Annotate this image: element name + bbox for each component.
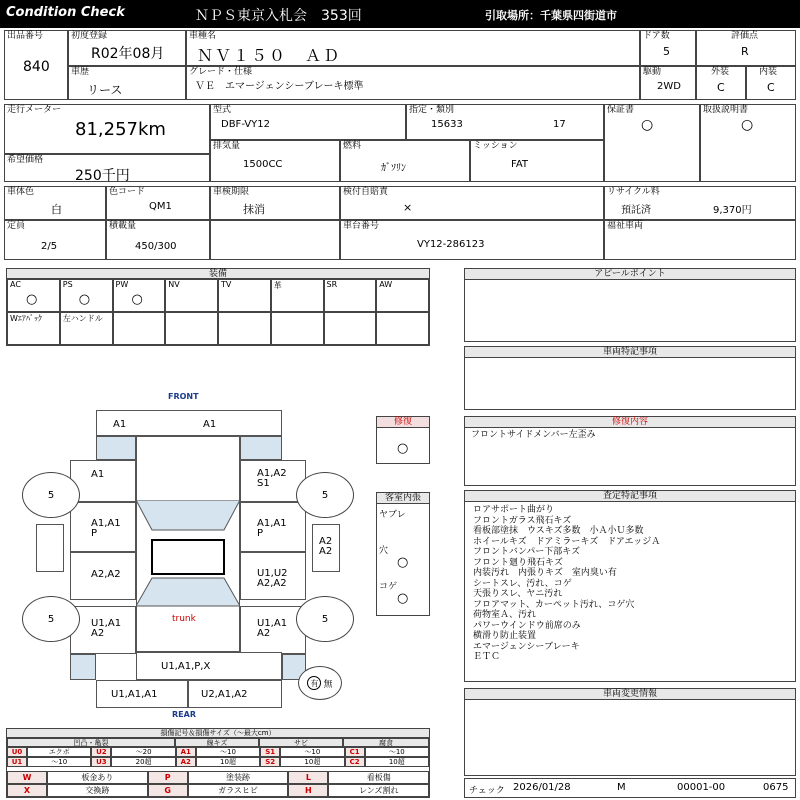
recycle-fee: 9,370円 — [713, 205, 752, 216]
spec-no: 15633 — [431, 119, 463, 130]
tire-fl-depth: 5 — [47, 489, 55, 501]
insurance: × — [403, 201, 413, 214]
fuel: ｶﾞｿﾘﾝ — [381, 163, 406, 174]
mission-box — [470, 140, 604, 182]
repair-mark: ○ — [397, 441, 409, 456]
legend-code: U1 — [7, 757, 27, 767]
condition-check-title: Condition Check — [6, 5, 125, 20]
legend-code: U0 — [7, 747, 27, 757]
legend-code: U2 — [91, 747, 111, 757]
door-rl-code: A2,A2 — [91, 569, 121, 580]
score-box — [696, 30, 796, 66]
mission-label: ミッション — [473, 141, 518, 151]
spec-box — [406, 104, 604, 140]
door-fr — [240, 502, 306, 552]
note-line: 横滑り防止装置 — [473, 631, 537, 641]
exterior-label: 外装 — [711, 67, 730, 77]
legend-size: 10超 — [280, 757, 344, 767]
quarter-rr-code: U1,A1 A2 — [257, 618, 288, 639]
mirror-right-code: A2 A2 — [319, 536, 333, 557]
rear-gate — [136, 652, 282, 680]
grade-label: グレード・仕様 — [189, 67, 253, 77]
insurance-box — [340, 186, 604, 220]
capacity-box — [4, 220, 106, 260]
manual-label: 取扱説明書 — [703, 105, 749, 115]
special-box — [464, 346, 796, 410]
footer-code: 00001-00 — [677, 782, 726, 793]
legend-mark-code: X — [7, 784, 47, 797]
rear-label: REAR — [172, 710, 196, 719]
legend-mark-desc: 塗装跡 — [188, 771, 289, 784]
note-line: パワーウインドウ前席のみ — [473, 620, 581, 631]
color: 白 — [51, 203, 62, 216]
equip-mark-1: ○ — [78, 292, 91, 307]
interior: C — [767, 81, 775, 94]
legend-size: ～20 — [111, 747, 175, 757]
equip-mark-2: ○ — [131, 292, 143, 307]
equip-label-1: PS — [62, 280, 73, 289]
special-title: 車両特記事項 — [465, 347, 795, 358]
quarter-rl — [70, 606, 136, 654]
door-fl — [70, 502, 136, 552]
chassis-box — [340, 220, 604, 260]
equipment-title: 装備 — [7, 269, 429, 279]
legend-mark-desc: 板金あり — [47, 771, 148, 784]
footer-num: 0675 — [763, 782, 789, 793]
note-line: 看板部塗抹 ウスキズ多数 小Ａ小Ｕ多数 — [473, 526, 644, 536]
warranty: ○ — [641, 117, 654, 133]
equip-label-3: NV — [168, 280, 180, 289]
spare-wheel-none: 無 — [323, 679, 333, 690]
legend-code: A1 — [176, 747, 196, 757]
legend-cat: 腐食 — [343, 738, 429, 747]
mirror-left — [36, 524, 64, 572]
capacity: 2/5 — [41, 241, 58, 252]
spec-label: 指定・類別 — [409, 105, 455, 115]
welfare-label: 福祉車両 — [607, 221, 644, 231]
note-line: フロントバンパー下部キズ — [473, 547, 581, 557]
door-fr-code: A1,A1 P — [257, 518, 287, 539]
bumper-rr — [188, 680, 282, 708]
equip-cell-0 — [7, 279, 60, 312]
bumper-rl — [96, 680, 188, 708]
legend-size: エクボ — [27, 747, 91, 757]
repair-box — [376, 416, 430, 464]
equip-cell-3 — [165, 279, 218, 312]
price-box — [4, 154, 210, 182]
legend-code: C2 — [345, 757, 365, 767]
price: 250千円 — [75, 168, 130, 184]
cabin-label-2: 穴 — [379, 546, 389, 556]
exhibit-no-box — [4, 30, 68, 100]
appeal-box — [464, 268, 796, 342]
mileage-box — [4, 104, 210, 154]
door-rl — [70, 552, 136, 600]
equip-cell-6 — [324, 279, 377, 312]
checker: M — [617, 782, 626, 793]
legend-title: 損傷記号＆損傷サイズ（～最大cm） — [7, 729, 429, 738]
displacement-label: 排気量 — [213, 141, 241, 151]
front-label: FRONT — [168, 392, 199, 401]
note-line: ホイールキズ ドアミラーキズ ドアエッジＡ — [473, 536, 661, 547]
equip-cell-4 — [218, 279, 271, 312]
mission: FAT — [511, 159, 529, 170]
rear-corner-left — [70, 654, 96, 680]
history: リース — [87, 83, 123, 97]
note-line: 荷物室Ａ、汚れ — [473, 610, 537, 620]
equip-cell-1 — [60, 279, 113, 312]
equip-cell-5 — [271, 279, 324, 312]
mileage-label: 走行メーター — [7, 105, 62, 115]
note-line: エマージェンシーブレーキ — [473, 641, 580, 652]
mileage: 81,257km — [75, 119, 166, 140]
recycle-status: 預託済 — [621, 205, 651, 216]
equip-label-2: PW — [115, 280, 129, 289]
front-corner-right — [240, 436, 282, 460]
check-label: チェック — [469, 786, 505, 796]
equip2-cell-7 — [376, 312, 429, 345]
exterior-box — [696, 66, 746, 100]
note-line: 天張りスレ、ヤニ汚れ — [473, 589, 563, 599]
load-label: 積載量 — [109, 221, 137, 231]
chassis-label: 車台番号 — [343, 221, 380, 231]
legend-code: C1 — [345, 747, 365, 757]
mirror-right — [312, 524, 340, 572]
capacity-label: 定員 — [7, 221, 26, 231]
note-line: 内装汚れ 内張りキズ 室内臭い有 — [473, 568, 617, 578]
equip2-cell-4 — [218, 312, 271, 345]
color-label: 車体色 — [7, 187, 35, 197]
bumper-rr-code: U2,A1,A2 — [201, 689, 248, 700]
cabin-glass-svg — [136, 500, 240, 610]
cabin-box — [376, 492, 430, 616]
quarter-rl-code: U1,A1 A2 — [91, 618, 122, 639]
repair-detail-text: フロントサイドメンバー左歪み — [471, 430, 596, 440]
doors: 5 — [663, 45, 670, 58]
load: 450/300 — [135, 241, 177, 252]
type: DBF-VY12 — [221, 119, 271, 130]
warranty-label: 保証書 — [607, 105, 635, 115]
legend-size: 10超 — [196, 757, 260, 767]
chassis: VY12-286123 — [417, 239, 485, 250]
footer-bar — [464, 778, 796, 798]
equip2-cell-5 — [271, 312, 324, 345]
appeal-title: アピールポイント — [465, 269, 795, 280]
legend-size: 10超 — [365, 757, 429, 767]
note-line: シートスレ、汚れ、コゲ — [473, 578, 572, 589]
equip-cell-7 — [376, 279, 429, 312]
note-line: ＥＴＣ — [473, 652, 501, 662]
equip2-cell-2 — [113, 312, 166, 345]
fender-fr-code: A1,A2 S1 — [257, 468, 287, 489]
equip-cell-2 — [113, 279, 166, 312]
warranty-box — [604, 104, 700, 182]
rear-gate-code: U1,A1,P,X — [161, 661, 211, 672]
bumper-rl-code: U1,A1,A1 — [111, 689, 158, 700]
displacement-box — [210, 140, 340, 182]
note-line: ロアサポート曲がり — [473, 505, 555, 515]
legend-table — [6, 728, 430, 798]
legend-code: A2 — [176, 757, 196, 767]
first-reg: R02年08月 — [91, 46, 165, 62]
equip-label-7: AW — [379, 280, 393, 289]
legend-size: 20超 — [111, 757, 175, 767]
equip2-cell-0 — [7, 312, 60, 345]
rear-window — [136, 578, 240, 606]
repair-title: 修復 — [377, 417, 429, 428]
legend-code: S1 — [260, 747, 280, 757]
exhibit-no-label: 出品番号 — [7, 31, 44, 41]
type-label: 型式 — [213, 105, 232, 115]
tire-fr — [296, 472, 354, 518]
displacement: 1500CC — [243, 159, 283, 170]
inspection-box — [210, 186, 340, 220]
legend-cat: 凹凸・亀裂 — [7, 738, 175, 747]
price-label: 希望価格 — [7, 155, 44, 165]
tire-fr-depth: 5 — [321, 489, 329, 501]
drive-label: 駆動 — [643, 67, 662, 77]
tire-rr — [296, 596, 354, 642]
doors-box — [640, 30, 696, 66]
cabin-label-1: ヤブレ — [379, 510, 406, 520]
repair-detail-title: 修復内容 — [465, 417, 795, 428]
equip-label-0: AC — [10, 280, 21, 289]
first-reg-label: 初度登録 — [71, 31, 108, 41]
hood-panel — [96, 410, 282, 436]
blank-box — [210, 220, 340, 260]
legend-code: S2 — [260, 757, 280, 767]
legend-size: ～10 — [365, 747, 429, 757]
first-reg-box — [68, 30, 186, 66]
interior-box — [746, 66, 796, 100]
legend-size: ～10 — [196, 747, 260, 757]
door-rr — [240, 552, 306, 600]
legend-mark-desc: ガラスヒビ — [188, 784, 289, 797]
color-code: QM1 — [149, 201, 172, 212]
legend-cat: サビ — [259, 738, 343, 747]
cabin-mark-3: ○ — [397, 591, 409, 606]
equip2-label-0: Wｴｱﾊﾞｯｸ — [10, 314, 42, 323]
interior-label: 内装 — [759, 67, 778, 77]
note-line: フロント廻り飛石キズ — [473, 557, 563, 568]
tire-rl — [22, 596, 80, 642]
legend-code: U3 — [91, 757, 111, 767]
legend-size: ～10 — [27, 757, 91, 767]
legend-cat: 線キズ — [175, 738, 259, 747]
equip-label-4: TV — [221, 280, 232, 289]
recycle-box — [604, 186, 796, 220]
cabin-mark-2: ○ — [397, 555, 409, 570]
equip2-label-1: 左ハンドル — [62, 314, 103, 323]
doors-label: ドア数 — [643, 31, 670, 41]
model-name-label: 車種名 — [189, 31, 217, 41]
legend-mark-code: H — [288, 784, 328, 797]
pickup-place: 引取場所：千葉県四街道市 — [485, 9, 617, 22]
model-name: ＮＶ１５０ ＡＤ — [197, 46, 342, 65]
legend-mark-code: P — [148, 771, 188, 784]
hood-right-code: A1 — [203, 419, 217, 430]
insurance-label: 検付自賠責 — [343, 187, 389, 197]
note-line: フロントガラス飛石キズ — [473, 515, 572, 526]
windshield — [136, 500, 240, 530]
changes-box — [464, 688, 796, 776]
equip2-cell-3 — [165, 312, 218, 345]
inspection-notes-box — [464, 490, 796, 682]
tire-rl-depth: 5 — [47, 613, 55, 625]
welfare-box — [604, 220, 796, 260]
class-no: 17 — [553, 119, 566, 130]
legend-mark-desc: 交換跡 — [47, 784, 148, 797]
equip-mark-0: ○ — [26, 292, 38, 307]
legend-mark-desc: レンズ割れ — [328, 784, 429, 797]
note-line: フロアマット、カーペット汚れ、コゲ穴 — [473, 599, 635, 610]
equip2-cell-6 — [324, 312, 377, 345]
legend-mark-code: L — [288, 771, 328, 784]
history-box — [68, 66, 186, 100]
score: R — [741, 45, 749, 58]
legend-size: ～10 — [280, 747, 344, 757]
door-rr-code: U1,U2 A2,A2 — [257, 568, 288, 589]
exterior: C — [717, 81, 725, 94]
tire-rr-depth: 5 — [321, 613, 329, 625]
changes-title: 車両変更情報 — [465, 689, 795, 700]
color-code-label: 色コード — [109, 187, 146, 197]
model-name-box — [186, 30, 640, 66]
header-bar — [0, 0, 800, 28]
check-date: 2026/01/28 — [513, 782, 571, 793]
hood-left-code: A1 — [113, 419, 127, 430]
type-box — [210, 104, 406, 140]
cabin-title: 客室内張 — [377, 493, 429, 504]
equipment-table — [6, 268, 430, 346]
color-code-box — [106, 186, 210, 220]
cabin-label-3: コゲ — [379, 582, 398, 592]
front-corner-left — [96, 436, 136, 460]
trunk-label: trunk — [172, 614, 196, 624]
grade-box — [186, 66, 640, 100]
exhibit-no: 840 — [23, 59, 50, 75]
spare-wheel — [298, 666, 342, 700]
manual: ○ — [741, 117, 754, 133]
fuel-label: 燃料 — [343, 141, 362, 151]
equip2-cell-1 — [60, 312, 113, 345]
legend-mark-desc: 看板傷 — [328, 771, 429, 784]
roof-panel — [152, 540, 224, 574]
legend-mark-code: W — [7, 771, 47, 784]
inspection-notes-title: 査定特記事項 — [465, 491, 795, 502]
color-box — [4, 186, 106, 220]
history-label: 車歴 — [71, 67, 90, 77]
legend-mark-code: G — [148, 784, 188, 797]
score-label: 評価点 — [731, 31, 759, 41]
inspection-label: 車検期限 — [213, 187, 250, 197]
drive-box — [640, 66, 696, 100]
auction-title: ＮＰＳ東京入札会 353回 — [195, 8, 362, 24]
drive: 2WD — [657, 81, 681, 92]
fuel-box — [340, 140, 470, 182]
equip-label-5: 革 — [273, 281, 282, 290]
manual-box — [700, 104, 796, 182]
inspection: 抹消 — [243, 203, 265, 216]
load-box — [106, 220, 210, 260]
recycle-label: リサイクル料 — [607, 187, 660, 197]
door-fl-code: A1,A1 P — [91, 518, 121, 539]
repair-detail-box — [464, 416, 796, 486]
equip-label-6: SR — [326, 280, 338, 289]
fender-fl-code: A1 — [91, 469, 105, 480]
grade: ＶＥ エマージェンシーブレーキ標準 — [195, 81, 364, 92]
spare-wheel-yes: 有 — [307, 676, 321, 690]
tire-fl — [22, 472, 80, 518]
